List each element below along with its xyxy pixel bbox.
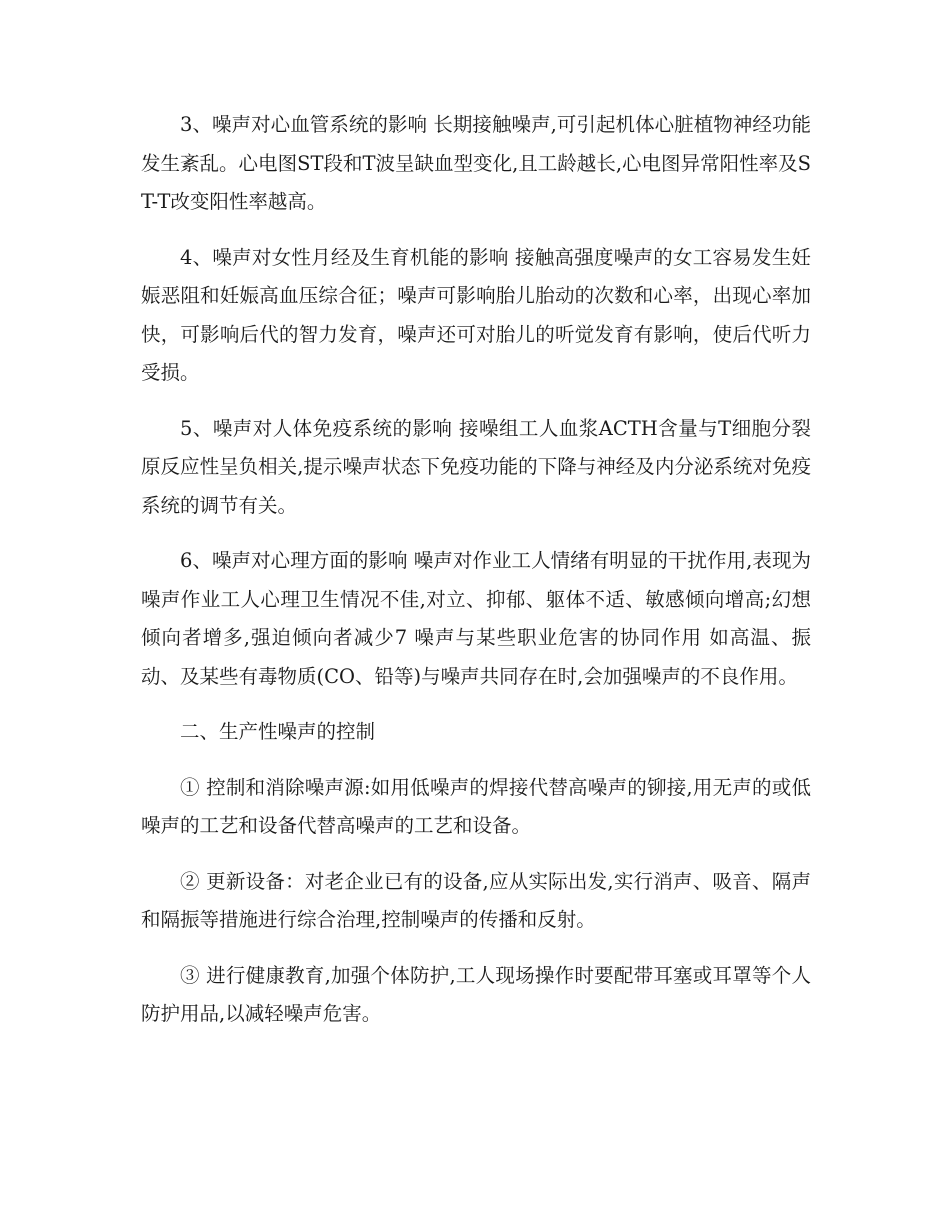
- paragraph-psychological-effects: 6、噪声对心理方面的影响 噪声对作业工人情绪有明显的干扰作用,表现为噪声作业工人心理卫生情况不佳,对立、抑郁、躯体不适、敏感倾向增高;幻想倾向者增多,强迫倾向者减少7 噪声与某些职业危害的协同作用 如高温、振动、及某些有毒物质(CO、铅等)与噪声共同存在时,会加强噪声的不良作用。: [141, 549, 811, 688]
- paragraph-cardiovascular-effects: 3、噪声对心血管系统的影响 长期接触噪声,可引起机体心脏植物神经功能发生紊乱。心电图ST段和T波呈缺血型变化,且工龄越长,心电图异常阳性率及ST-T改变阳性率越高。: [141, 113, 811, 213]
- list-item-health-education: ③ 进行健康教育,加强个体防护,工人现场操作时要配带耳塞或耳罩等个人防护用品,以减轻噪声危害。: [141, 963, 811, 1025]
- paragraph-reproductive-effects: 4、噪声对女性月经及生育机能的影响 接触高强度噪声的女工容易发生妊娠恶阻和妊娠高血压综合征；噪声可影响胎儿胎动的次数和心率，出现心率加快，可影响后代的智力发育，噪声还可对胎儿的听觉发育有影响，使后代听力受损。: [141, 245, 811, 384]
- list-item-update-equipment: ② 更新设备：对老企业已有的设备,应从实际出发,实行消声、吸音、隔声和隔振等措施进行综合治理,控制噪声的传播和反射。: [141, 869, 811, 931]
- paragraph-immune-effects: 5、噪声对人体免疫系统的影响 接噪组工人血浆ACTH含量与T细胞分裂原反应性呈负相关,提示噪声状态下免疫功能的下降与神经及内分泌系统对免疫系统的调节有关。: [141, 416, 811, 517]
- document-body: [141, 106, 811, 1051]
- list-item-control-noise-source: ① 控制和消除噪声源:如用低噪声的焊接代替高噪声的铆接,用无声的或低噪声的工艺和设备代替高噪声的工艺和设备。: [141, 775, 811, 837]
- section-heading-noise-control: 二、生产性噪声的控制: [180, 720, 376, 743]
